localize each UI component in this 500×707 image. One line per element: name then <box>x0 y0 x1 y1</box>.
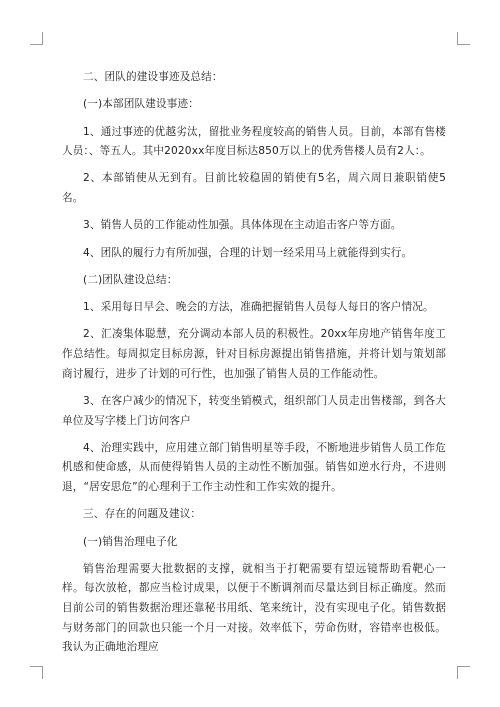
crop-mark-top-left <box>30 32 43 45</box>
summary-item-1: 1、采用每日早会、晚会的方法，准确把握销售人员每人每日的客户情况。 <box>83 301 434 314</box>
achievement-item-2: 2、本部销使从无到有。目前比较稳固的销使有5名，周六周日兼职销使5名。 <box>62 172 446 205</box>
subheading-team-achievements: (一)本部团队建设事迹： <box>83 98 200 111</box>
crop-mark-bottom-left <box>30 666 43 679</box>
achievement-item-1: 1、通过事迹的优越劣汰，留批业务程度较高的销售人员。目前，本部有售楼人员：、等五人。其中2020xx年度目标达850万以上的优秀售楼人员有2人：。 <box>62 125 446 158</box>
subheading-sales-digitization: (一)销售治理电子化 <box>83 535 178 548</box>
crop-mark-bottom-right <box>457 666 470 679</box>
section-heading-team-building: 二、团队的建设事迹及总结： <box>83 71 223 83</box>
summary-item-4: 4、治理实践中，应用建立部门销售明星等手段，不断地进步销售人员工作危机感和使命感，从而使得销售人员的主动性不断加强。销售如逆水行舟，不进则退，“居安思危”的心理利于工作主动性和工作实效的提升。 <box>62 441 446 493</box>
document-body <box>62 68 446 665</box>
summary-item-3: 3、在客户减少的情况下，转变坐销模式，组织部门人员走出售楼部，到各大单位及写字楼上门访问客户 <box>62 394 446 427</box>
subheading-team-summary: (二)团队建设总结： <box>83 273 178 286</box>
achievement-item-3: 3、销售人员的工作能动性加强。具体体现在主动追击客户等方面。 <box>83 219 402 232</box>
section-heading-problems: 三、存在的问题及建议： <box>83 508 202 521</box>
achievement-item-4: 4、团队的履行力有所加强，合理的计划一经采用马上就能得到实行。 <box>83 246 413 259</box>
crop-mark-top-right <box>457 32 470 45</box>
digitization-body: 销售治理需要大批数据的支撑，就相当于打靶需要有望远镜帮助看靶心一样。每次放枪，都应当检讨成果，以便于不断调剂而尽量达到目标正确度。然而目前公司的销售数据治理还靠秘书用纸、笔来统计，没有实现电子化。销售数据与财务部门的回款也只能一个月一对接。效率低下，劳命伤财，容错率也极低。我认为正确地治理应 <box>62 562 446 654</box>
summary-item-2: 2、汇凑集体聪慧，充分调动本部人员的积极性。20xx年房地产销售年度工作总结性。每周拟定目标房源，针对目标房源提出销售措施，并将计划与策划部商讨履行，进步了计划的可行性，也加强了销售人员的工作能动性。 <box>62 328 446 380</box>
